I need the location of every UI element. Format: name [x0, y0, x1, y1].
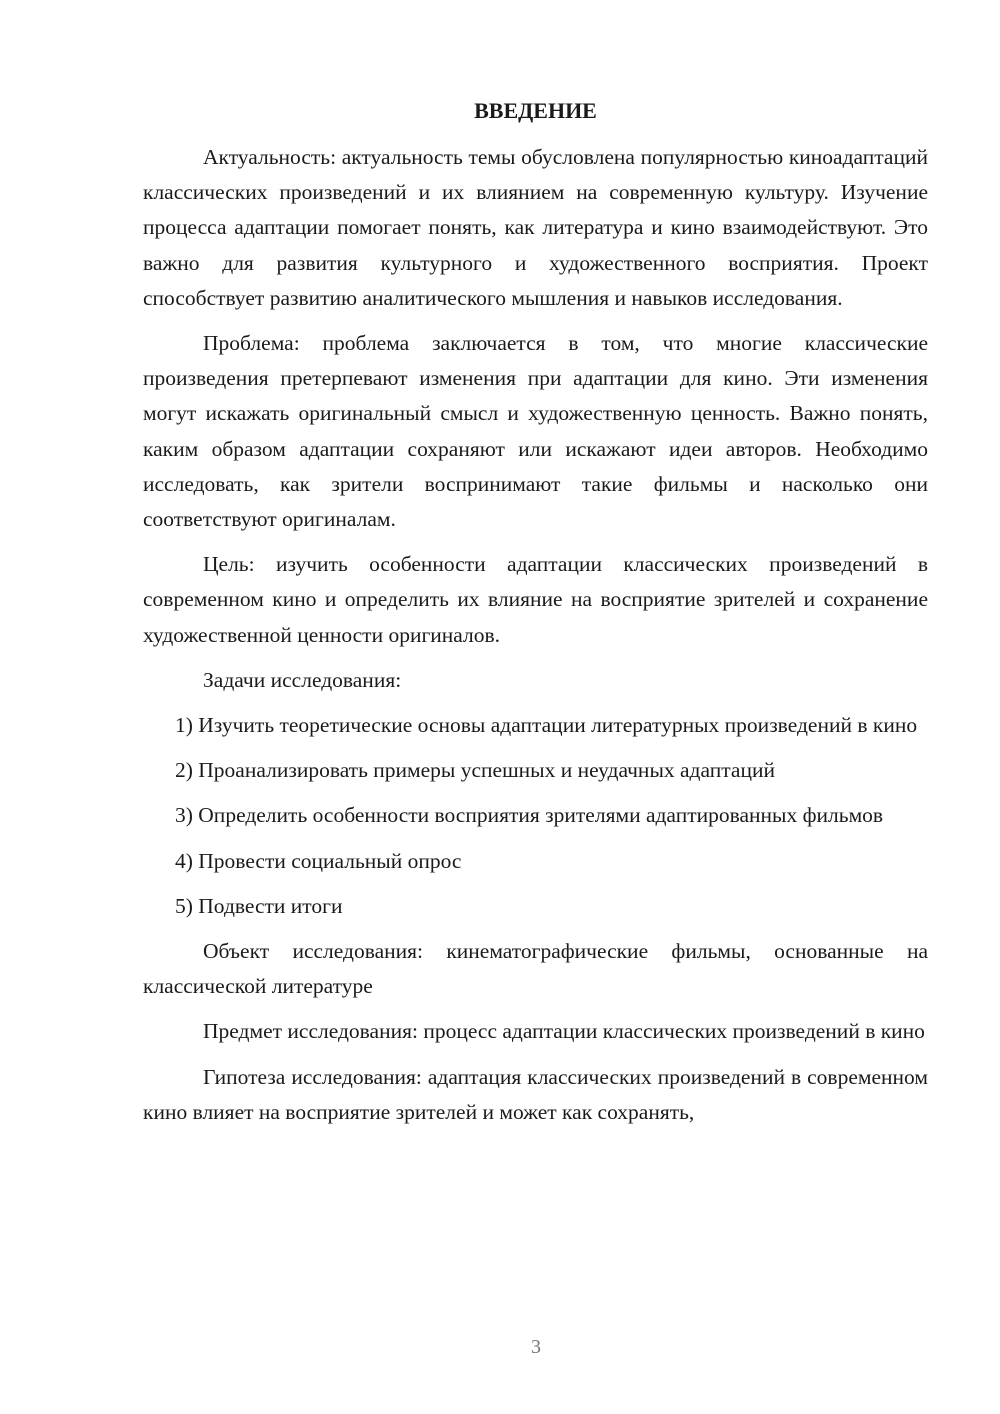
task-item-1: 1) Изучить теоретические основы адаптации литературных произведений в кино	[175, 713, 918, 738]
paragraph-problem: Проблема: проблема заключается в том, что многие классические произведения претерпевают изменения при адаптации для кино. Эти изменения могут искажать оригинальный смысл и художественную ценность. Важно понять, каким образом адаптации сохраняют или искажают идеи авторов. Необходимо исследовать, как зрители воспринимают такие фильмы и насколько они соответствуют оригиналам.	[143, 331, 928, 532]
paragraph-subject: Предмет исследования: процесс адаптации классических произведений в кино	[203, 1019, 925, 1044]
task-item-3: 3) Определить особенности восприятия зрителями адаптированных фильмов	[175, 803, 884, 828]
paragraph-object: Объект исследования: кинематографические фильмы, основанные на классической литературе	[143, 939, 928, 999]
paragraph-relevance: Актуальность: актуальность темы обусловлена популярностью киноадаптаций классических произведений и их влиянием на современную культуру. Изучение процесса адаптации помогает понять, как литература и кино взаимодействуют. Это важно для развития культурного и художественного восприятия. Проект способствует развитию аналитического мышления и навыков исследования.	[143, 145, 928, 310]
document-body	[143, 140, 928, 1140]
page-number: 3	[531, 1336, 541, 1358]
task-item-2: 2) Проанализировать примеры успешных и неудачных адаптаций	[175, 758, 775, 783]
page-title: ВВЕДЕНИЕ	[474, 98, 597, 123]
task-item-4: 4) Провести социальный опрос	[175, 848, 462, 873]
paragraph-goal: Цель: изучить особенности адаптации классических произведений в современном кино и определить их влияние на восприятие зрителей и сохранение художественной ценности оригиналов.	[143, 552, 928, 647]
paragraph-hypothesis: Гипотеза исследования: адаптация классических произведений в современном кино влияет на восприятие зрителей и может как сохранять,	[143, 1064, 928, 1124]
paragraph-tasks-heading: Задачи исследования:	[203, 667, 402, 692]
task-item-5: 5) Подвести итоги	[175, 893, 343, 918]
